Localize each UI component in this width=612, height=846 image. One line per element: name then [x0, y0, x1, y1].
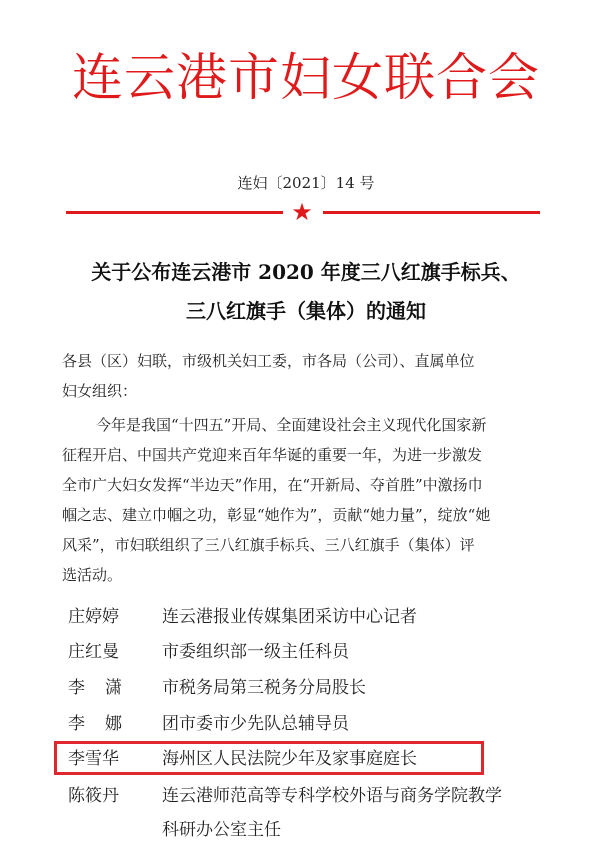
honoree-name: 庄婷婷 [68, 607, 119, 627]
organization-header: 连云港市妇女联合会 [71, 49, 540, 108]
notice-title-line-1: 关于公布连云港市 2020 年度三八红旗手标兵、 [91, 260, 521, 284]
document-number: 连妇〔2021〕14 号 [237, 174, 375, 192]
body-line: 今年是我国“十四五”开局、全面建设社会主义现代化国家新 [96, 416, 487, 434]
honoree-role: 市委组织部一级主任科员 [162, 642, 349, 662]
honoree-role: 连云港师范高等专科学校外语与商务学院教学 [162, 786, 502, 806]
honoree-name: 庄红曼 [68, 642, 119, 662]
body-line: 征程开启、中国共产党迎来百年华诞的重要一年，为进一步激发 [62, 446, 483, 464]
salutation-line-1: 各县（区）妇联，市级机关妇工委，市各局（公司）、直属单位 [62, 352, 475, 370]
honoree-name: 李潇 [68, 678, 142, 698]
body-line: 全市广大妇女发挥“半边天”作用，在“开新局、夺首胜”中激扬巾 [62, 476, 483, 494]
notice-title-line-2: 三八红旗手（集体）的通知 [186, 299, 426, 323]
body-line: 风采”，市妇联组织了三八红旗手标兵、三八红旗手（集体）评 [62, 536, 475, 554]
star-icon: ★ [291, 198, 313, 226]
honoree-role: 连云港报业传媒集团采访中心记者 [162, 607, 417, 627]
divider-left [66, 211, 283, 214]
honoree-name: 李雪华 [68, 749, 119, 769]
honoree-role-continuation: 科研办公室主任 [162, 820, 281, 840]
salutation [62, 346, 562, 406]
body-line: 选活动。 [62, 566, 123, 584]
divider-right [323, 211, 540, 214]
honoree-role: 市税务局第三税务分局股长 [162, 678, 366, 698]
honoree-name: 李娜 [68, 714, 142, 734]
salutation-line-2: 妇女组织： [62, 382, 138, 400]
body-line: 帼之志、建立巾帼之功，彰显“她作为”，贡献“她力量”，绽放“她 [62, 506, 491, 524]
honoree-role: 团市委市少先队总辅导员 [162, 714, 349, 734]
honoree-name: 陈筱丹 [68, 786, 119, 806]
honoree-role: 海州区人民法院少年及家事庭庭长 [162, 749, 417, 769]
body-paragraph [62, 410, 562, 590]
highlight-box [54, 741, 484, 775]
